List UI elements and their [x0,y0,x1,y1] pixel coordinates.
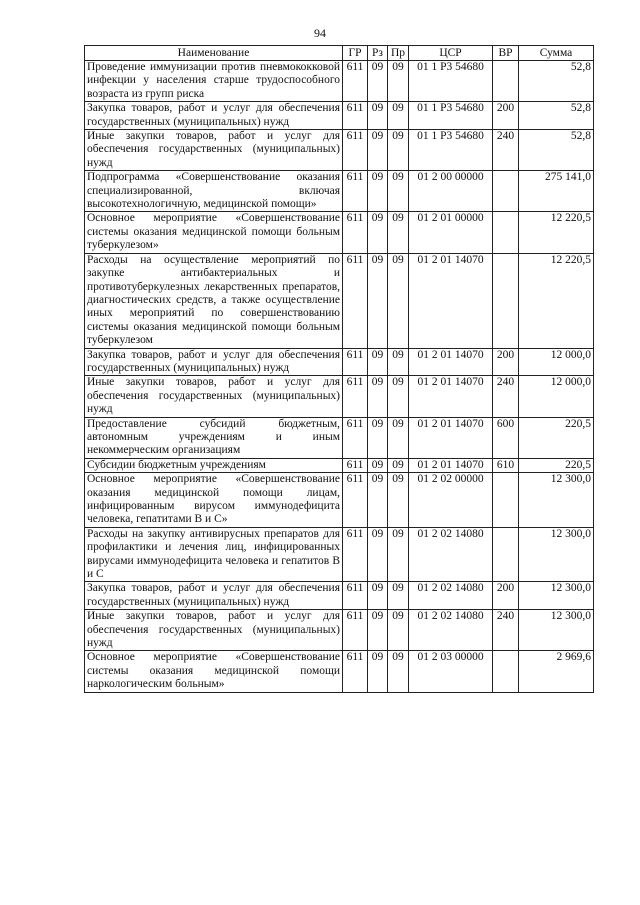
cell-pr: 09 [388,376,409,417]
cell-name: Иные закупки товаров, работ и услуг для обеспечения государственных (муниципальных) нужд [85,376,343,417]
cell-name: Закупка товаров, работ и услуг для обеспечения государственных (муниципальных) нужд [85,582,343,610]
cell-name: Проведение иммунизации против пневмококковой инфекции у населения старше трудоспособного возраста из групп риска [85,61,343,102]
cell-csr: 01 1 Р3 54680 [409,102,493,130]
cell-gr: 611 [343,376,368,417]
cell-rz: 09 [368,348,388,376]
cell-pr: 09 [388,417,409,458]
cell-vr: 240 [493,610,519,651]
table-row [85,473,594,528]
cell-gr: 611 [343,212,368,253]
cell-vr [493,473,519,528]
table-body [85,61,594,693]
cell-csr: 01 2 02 14080 [409,582,493,610]
cell-gr: 611 [343,527,368,582]
table-row [85,527,594,582]
cell-sum: 12 300,0 [519,527,594,582]
cell-sum: 12 300,0 [519,610,594,651]
cell-pr: 09 [388,171,409,212]
table-row [85,212,594,253]
cell-vr: 200 [493,582,519,610]
cell-vr [493,61,519,102]
cell-pr: 09 [388,212,409,253]
table-row [85,102,594,130]
cell-name: Иные закупки товаров, работ и услуг для обеспечения государственных (муниципальных) нужд [85,610,343,651]
cell-sum: 12 300,0 [519,582,594,610]
cell-gr: 611 [343,651,368,692]
table-row [85,253,594,348]
cell-gr: 611 [343,102,368,130]
cell-csr: 01 2 01 14070 [409,417,493,458]
cell-name: Расходы на закупку антивирусных препаратов для профилактики и лечения лиц, инфицированных вирусами иммунодефицита человека и гепатитов В и С [85,527,343,582]
table-row [85,651,594,692]
table-row [85,376,594,417]
cell-gr: 611 [343,417,368,458]
cell-rz: 09 [368,610,388,651]
cell-rz: 09 [368,212,388,253]
cell-pr: 09 [388,651,409,692]
cell-sum: 12 000,0 [519,348,594,376]
cell-sum: 220,5 [519,458,594,472]
cell-rz: 09 [368,102,388,130]
cell-sum: 220,5 [519,417,594,458]
cell-name: Основное мероприятие «Совершенствование оказания медицинской помощи лицам, инфицированным вирусом иммунодефицита человека, гепатитами В и С» [85,473,343,528]
cell-vr: 610 [493,458,519,472]
cell-name: Иные закупки товаров, работ и услуг для обеспечения государственных (муниципальных) нужд [85,130,343,171]
cell-name: Основное мероприятие «Совершенствование системы оказания медицинской помощи наркологическим больным» [85,651,343,692]
cell-sum: 12 300,0 [519,473,594,528]
cell-gr: 611 [343,348,368,376]
cell-csr: 01 2 02 14080 [409,610,493,651]
column-header-gr: ГР [343,46,368,61]
cell-name: Основное мероприятие «Совершенствование системы оказания медицинской помощи больным туберкулезом» [85,212,343,253]
cell-pr: 09 [388,348,409,376]
table-row [85,582,594,610]
table-row [85,171,594,212]
cell-gr: 611 [343,582,368,610]
cell-sum: 52,8 [519,102,594,130]
cell-rz: 09 [368,458,388,472]
cell-pr: 09 [388,458,409,472]
table-row [85,458,594,472]
cell-name: Расходы на осуществление мероприятий по закупке антибактериальных и противотуберкулезных лекарственных препаратов, диагностических средств, а также осуществление иных мероприятий по совершенствованию системы оказания медицинской помощи больным туберкулезом [85,253,343,348]
column-header-csr: ЦСР [409,46,493,61]
cell-rz: 09 [368,651,388,692]
cell-name: Субсидии бюджетным учреждениям [85,458,343,472]
table-row [85,130,594,171]
cell-pr: 09 [388,473,409,528]
cell-gr: 611 [343,253,368,348]
cell-vr: 240 [493,376,519,417]
cell-rz: 09 [368,473,388,528]
cell-rz: 09 [368,61,388,102]
cell-pr: 09 [388,253,409,348]
column-header-sum: Сумма [519,46,594,61]
table-header-row [85,46,594,61]
page-number: 94 [314,26,326,40]
cell-name: Закупка товаров, работ и услуг для обеспечения государственных (муниципальных) нужд [85,348,343,376]
cell-csr: 01 2 03 00000 [409,651,493,692]
table-row [85,348,594,376]
cell-vr [493,212,519,253]
cell-rz: 09 [368,376,388,417]
cell-rz: 09 [368,253,388,348]
cell-pr: 09 [388,130,409,171]
cell-csr: 01 2 02 14080 [409,527,493,582]
column-header-rz: Рз [368,46,388,61]
cell-rz: 09 [368,527,388,582]
cell-csr: 01 2 01 00000 [409,212,493,253]
cell-sum: 12 220,5 [519,212,594,253]
cell-rz: 09 [368,171,388,212]
column-header-pr: Пр [388,46,409,61]
cell-vr: 600 [493,417,519,458]
table-row [85,417,594,458]
cell-rz: 09 [368,582,388,610]
cell-gr: 611 [343,473,368,528]
cell-pr: 09 [388,527,409,582]
cell-pr: 09 [388,582,409,610]
cell-sum: 12 000,0 [519,376,594,417]
cell-csr: 01 1 Р3 54680 [409,61,493,102]
cell-vr [493,253,519,348]
column-header-vr: ВР [493,46,519,61]
budget-table [84,45,594,693]
cell-sum: 2 969,6 [519,651,594,692]
cell-sum: 275 141,0 [519,171,594,212]
cell-gr: 611 [343,171,368,212]
cell-sum: 52,8 [519,130,594,171]
cell-name: Закупка товаров, работ и услуг для обеспечения государственных (муниципальных) нужд [85,102,343,130]
column-header-name: Наименование [85,46,343,61]
cell-name: Подпрограмма «Совершенствование оказания специализированной, включая высокотехнологичную, медицинской помощи» [85,171,343,212]
cell-gr: 611 [343,458,368,472]
cell-rz: 09 [368,130,388,171]
cell-csr: 01 2 01 14070 [409,376,493,417]
table-row [85,61,594,102]
cell-pr: 09 [388,61,409,102]
cell-pr: 09 [388,610,409,651]
cell-gr: 611 [343,130,368,171]
cell-pr: 09 [388,102,409,130]
cell-csr: 01 2 01 14070 [409,458,493,472]
cell-vr [493,527,519,582]
cell-vr: 240 [493,130,519,171]
table-row [85,610,594,651]
cell-vr: 200 [493,102,519,130]
cell-rz: 09 [368,417,388,458]
cell-csr: 01 2 00 00000 [409,171,493,212]
cell-csr: 01 2 02 00000 [409,473,493,528]
cell-gr: 611 [343,610,368,651]
cell-vr [493,171,519,212]
cell-sum: 52,8 [519,61,594,102]
cell-vr [493,651,519,692]
cell-sum: 12 220,5 [519,253,594,348]
cell-csr: 01 1 Р3 54680 [409,130,493,171]
cell-name: Предоставление субсидий бюджетным, автономным учреждениям и иным некоммерческим организациям [85,417,343,458]
cell-gr: 611 [343,61,368,102]
cell-csr: 01 2 01 14070 [409,348,493,376]
cell-vr: 200 [493,348,519,376]
cell-csr: 01 2 01 14070 [409,253,493,348]
